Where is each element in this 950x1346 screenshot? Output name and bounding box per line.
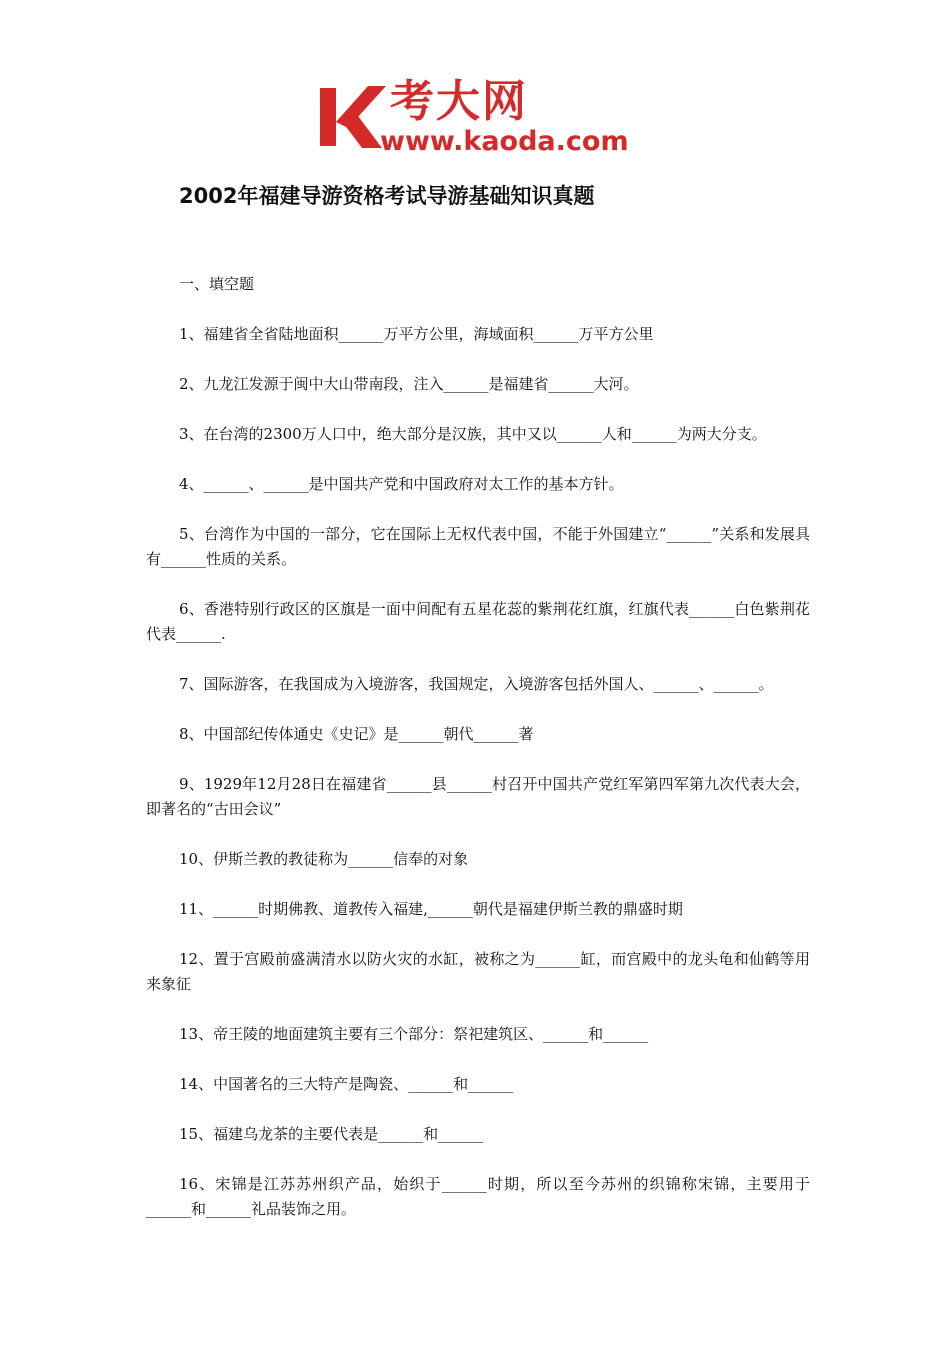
- question-9: 9、1929年12月28日在福建省______县______村召开中国共产党红军第四军第九次代表大会，即著名的“古田会议”: [146, 775, 810, 818]
- document-body: [146, 272, 810, 1247]
- question-1: 1、福建省全省陆地面积______万平方公里，海域面积______万平方公里: [179, 325, 654, 343]
- question-15: 15、福建乌龙茶的主要代表是______和______: [179, 1125, 484, 1143]
- question-4: 4、______、______是中国共产党和中国政府对太工作的基本方针。: [179, 475, 624, 493]
- k-logo-icon: [318, 82, 388, 152]
- question-11: 11、______时期佛教、道教传入福建,______朝代是福建伊斯兰教的鼎盛时期: [179, 900, 683, 918]
- document-title: 2002年福建导游资格考试导游基础知识真题: [179, 184, 595, 208]
- logo-brand-text: 考大网: [390, 76, 528, 127]
- question-12: 12、置于宫殿前盛满清水以防火灾的水缸，被称之为______缸，而宫殿中的龙头龟和仙鹤等用来象征: [146, 950, 810, 993]
- question-3: 3、在台湾的2300万人口中，绝大部分是汉族，其中又以______人和______为两大分支。: [179, 425, 767, 443]
- kaoda-logo: [318, 76, 640, 160]
- logo-url-text: www.kaoda.com: [380, 126, 629, 157]
- section-heading: 一、填空题: [179, 275, 255, 293]
- question-2: 2、九龙江发源于闽中大山带南段，注入______是福建省______大河。: [179, 375, 639, 393]
- question-14: 14、中国著名的三大特产是陶瓷、______和______: [179, 1075, 514, 1093]
- question-5: 5、台湾作为中国的一部分，它在国际上无权代表中国，不能于外国建立“______”关系和发展具有______性质的关系。: [146, 525, 810, 568]
- question-8: 8、中国部纪传体通史《史记》是______朝代______著: [179, 725, 534, 743]
- question-10: 10、伊斯兰教的教徒称为______信奉的对象: [179, 850, 469, 868]
- question-16: 16、宋锦是江苏苏州织产品，始织于______时期，所以至今苏州的织锦称宋锦，主要用于______和______礼品装饰之用。: [146, 1175, 810, 1218]
- question-6: 6、香港特别行政区的区旗是一面中间配有五星花蕊的紫荆花红旗，红旗代表______白色紫荆花代表______.: [146, 600, 810, 643]
- question-13: 13、帝王陵的地面建筑主要有三个部分：祭祀建筑区、______和______: [179, 1025, 649, 1043]
- question-7: 7、国际游客，在我国成为入境游客，我国规定，入境游客包括外国人、______、______。: [179, 675, 774, 693]
